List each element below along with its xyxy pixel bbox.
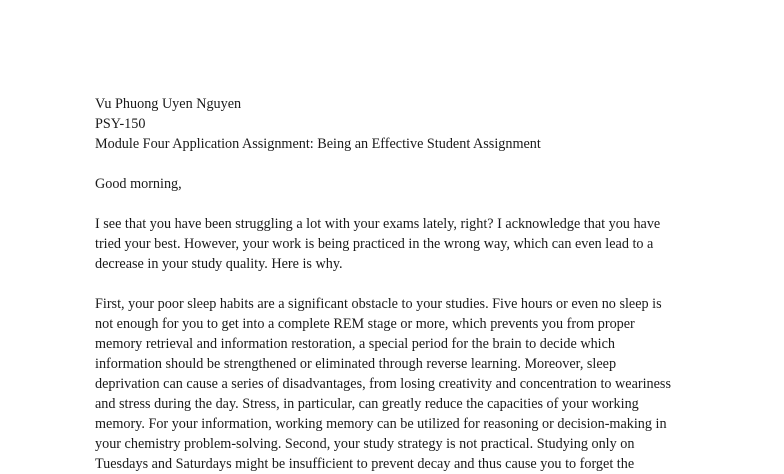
- author-name: Vu Phuong Uyen Nguyen: [95, 96, 242, 112]
- paragraph-line: First, your poor sleep habits are a significant obstacle to your studies. Five hours or even no sleep is: [95, 296, 662, 312]
- paragraph-line: information should be strengthened or eliminated through reverse learning. Moreover, sleep: [95, 356, 617, 372]
- document-header: [95, 94, 695, 154]
- paragraph-2: [95, 294, 695, 474]
- paragraph-line: your chemistry problem-solving. Second, your study strategy is not practical. Studying only on: [95, 436, 635, 452]
- course-code: PSY-150: [95, 116, 146, 132]
- paragraph-line: decrease in your study quality. Here is why.: [95, 256, 343, 272]
- paragraph-line: deprivation can cause a series of disadvantages, from losing creativity and concentration to weariness: [95, 376, 671, 392]
- document-page: [95, 94, 695, 474]
- paragraph-line: memory retrieval and information restoration, a special period for the brain to decide which: [95, 336, 616, 352]
- paragraph-line: Tuesdays and Saturdays might be insufficient to prevent decay and thus cause you to forget the: [95, 456, 635, 472]
- paragraph-line: not enough for you to get into a complete REM stage or more, which prevents you from proper: [95, 316, 635, 332]
- paragraph-line: memory. For your information, working memory can be utilized for reasoning or decision-making in: [95, 416, 667, 432]
- paragraph-line: I see that you have been struggling a lot with your exams lately, right? I acknowledge that you have: [95, 216, 661, 232]
- greeting: Good morning,: [95, 176, 182, 192]
- paragraph-1: [95, 214, 695, 274]
- paragraph-line: and stress during the day. Stress, in particular, can greatly reduce the capacities of your working: [95, 396, 639, 412]
- paragraph-line: tried your best. However, your work is being practiced in the wrong way, which can even lead to a: [95, 236, 654, 252]
- assignment-title: Module Four Application Assignment: Being an Effective Student Assignment: [95, 136, 541, 152]
